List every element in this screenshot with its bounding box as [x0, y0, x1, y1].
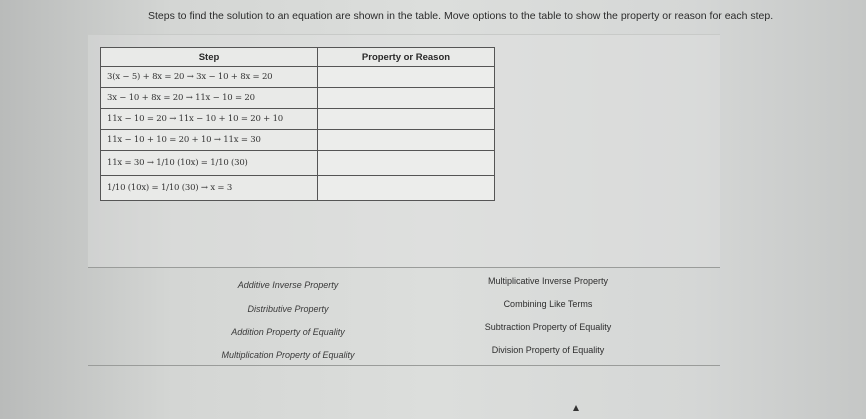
options-bottom-divider [88, 365, 720, 366]
table-row [101, 88, 495, 109]
options-bank [88, 268, 720, 366]
step-cell: 11x − 10 = 20 → 11x − 10 + 10 = 20 + 10 [101, 109, 318, 130]
table-row [101, 151, 495, 176]
step-cell: 11x = 30 → 1/10 (10x) = 1/10 (30) [101, 151, 318, 176]
step-cell: 11x − 10 + 10 = 20 + 10 → 11x = 30 [101, 130, 318, 151]
reason-drop-target[interactable] [318, 176, 495, 201]
reason-drop-target[interactable] [318, 88, 495, 109]
step-cell: 1/10 (10x) = 1/10 (30) → x = 3 [101, 176, 318, 201]
reason-drop-target[interactable] [318, 109, 495, 130]
reason-drop-target[interactable] [318, 67, 495, 88]
table-header-row [101, 48, 495, 67]
table-row [101, 176, 495, 201]
mouse-cursor-icon [573, 405, 579, 411]
table-row [101, 109, 495, 130]
option-combining-like-terms[interactable]: Combining Like Terms [503, 299, 593, 309]
reason-drop-target[interactable] [318, 151, 495, 176]
step-column-header: Step [101, 48, 318, 67]
step-cell: 3(x − 5) + 8x = 20 → 3x − 10 + 8x = 20 [101, 67, 318, 88]
option-division-property-of-equality[interactable]: Division Property of Equality [491, 345, 605, 355]
option-multiplication-property-of-equality[interactable]: Multiplication Property of Equality [221, 350, 355, 360]
option-subtraction-property-of-equality[interactable]: Subtraction Property of Equality [484, 322, 612, 332]
reason-drop-target[interactable] [318, 130, 495, 151]
steps-table [100, 47, 495, 201]
option-multiplicative-inverse-property[interactable]: Multiplicative Inverse Property [487, 276, 609, 286]
option-addition-property-of-equality[interactable]: Addition Property of Equality [231, 327, 345, 337]
step-cell: 3x − 10 + 8x = 20 → 11x − 10 = 20 [101, 88, 318, 109]
option-distributive-property[interactable]: Distributive Property [247, 304, 329, 314]
reason-column-header: Property or Reason [318, 48, 495, 67]
table-row [101, 130, 495, 151]
instructions-text: Steps to find the solution to an equation are shown in the table. Move options to the table to show the property or reason for each step. [148, 10, 774, 22]
option-additive-inverse-property[interactable]: Additive Inverse Property [237, 280, 339, 290]
table-row [101, 67, 495, 88]
